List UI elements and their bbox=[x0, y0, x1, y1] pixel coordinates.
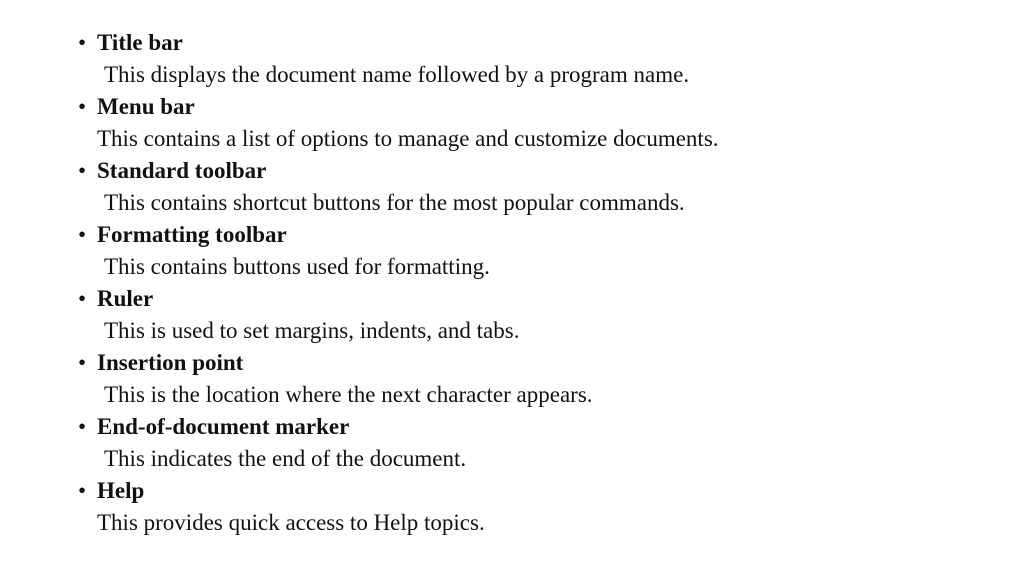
definition-list bbox=[78, 27, 719, 539]
term-help: Help bbox=[97, 478, 145, 503]
description-menu-bar: This contains a list of options to manage and customize documents. bbox=[97, 126, 719, 151]
term-standard-toolbar: Standard toolbar bbox=[97, 158, 267, 183]
description-formatting-toolbar: This contains buttons used for formatting. bbox=[104, 254, 490, 279]
list-item-end-of-document-marker bbox=[78, 411, 719, 475]
bullet-icon: • bbox=[78, 94, 87, 119]
description-ruler: This is used to set margins, indents, and tabs. bbox=[104, 318, 520, 343]
term-title-bar: Title bar bbox=[97, 30, 183, 55]
description-end-of-document-marker: This indicates the end of the document. bbox=[104, 446, 467, 471]
bullet-icon: • bbox=[78, 30, 87, 55]
description-title-bar: This displays the document name followed by a program name. bbox=[104, 62, 690, 87]
term-end-of-document-marker: End-of-document marker bbox=[97, 414, 350, 439]
term-formatting-toolbar: Formatting toolbar bbox=[97, 222, 287, 247]
term-ruler: Ruler bbox=[97, 286, 154, 311]
bullet-icon: • bbox=[78, 286, 87, 311]
term-menu-bar: Menu bar bbox=[97, 94, 195, 119]
bullet-icon: • bbox=[78, 222, 87, 247]
term-insertion-point: Insertion point bbox=[97, 350, 244, 375]
bullet-icon: • bbox=[78, 478, 87, 503]
list-item-ruler bbox=[78, 283, 719, 347]
description-insertion-point: This is the location where the next character appears. bbox=[104, 382, 593, 407]
bullet-icon: • bbox=[78, 158, 87, 183]
list-item-formatting-toolbar bbox=[78, 219, 719, 283]
list-item-title-bar bbox=[78, 27, 719, 91]
list-item-menu-bar bbox=[78, 91, 719, 155]
description-help: This provides quick access to Help topics. bbox=[97, 510, 485, 535]
list-item-standard-toolbar bbox=[78, 155, 719, 219]
bullet-icon: • bbox=[78, 350, 87, 375]
description-standard-toolbar: This contains shortcut buttons for the most popular commands. bbox=[104, 190, 685, 215]
list-item-insertion-point bbox=[78, 347, 719, 411]
bullet-icon: • bbox=[78, 414, 87, 439]
list-item-help bbox=[78, 475, 719, 539]
